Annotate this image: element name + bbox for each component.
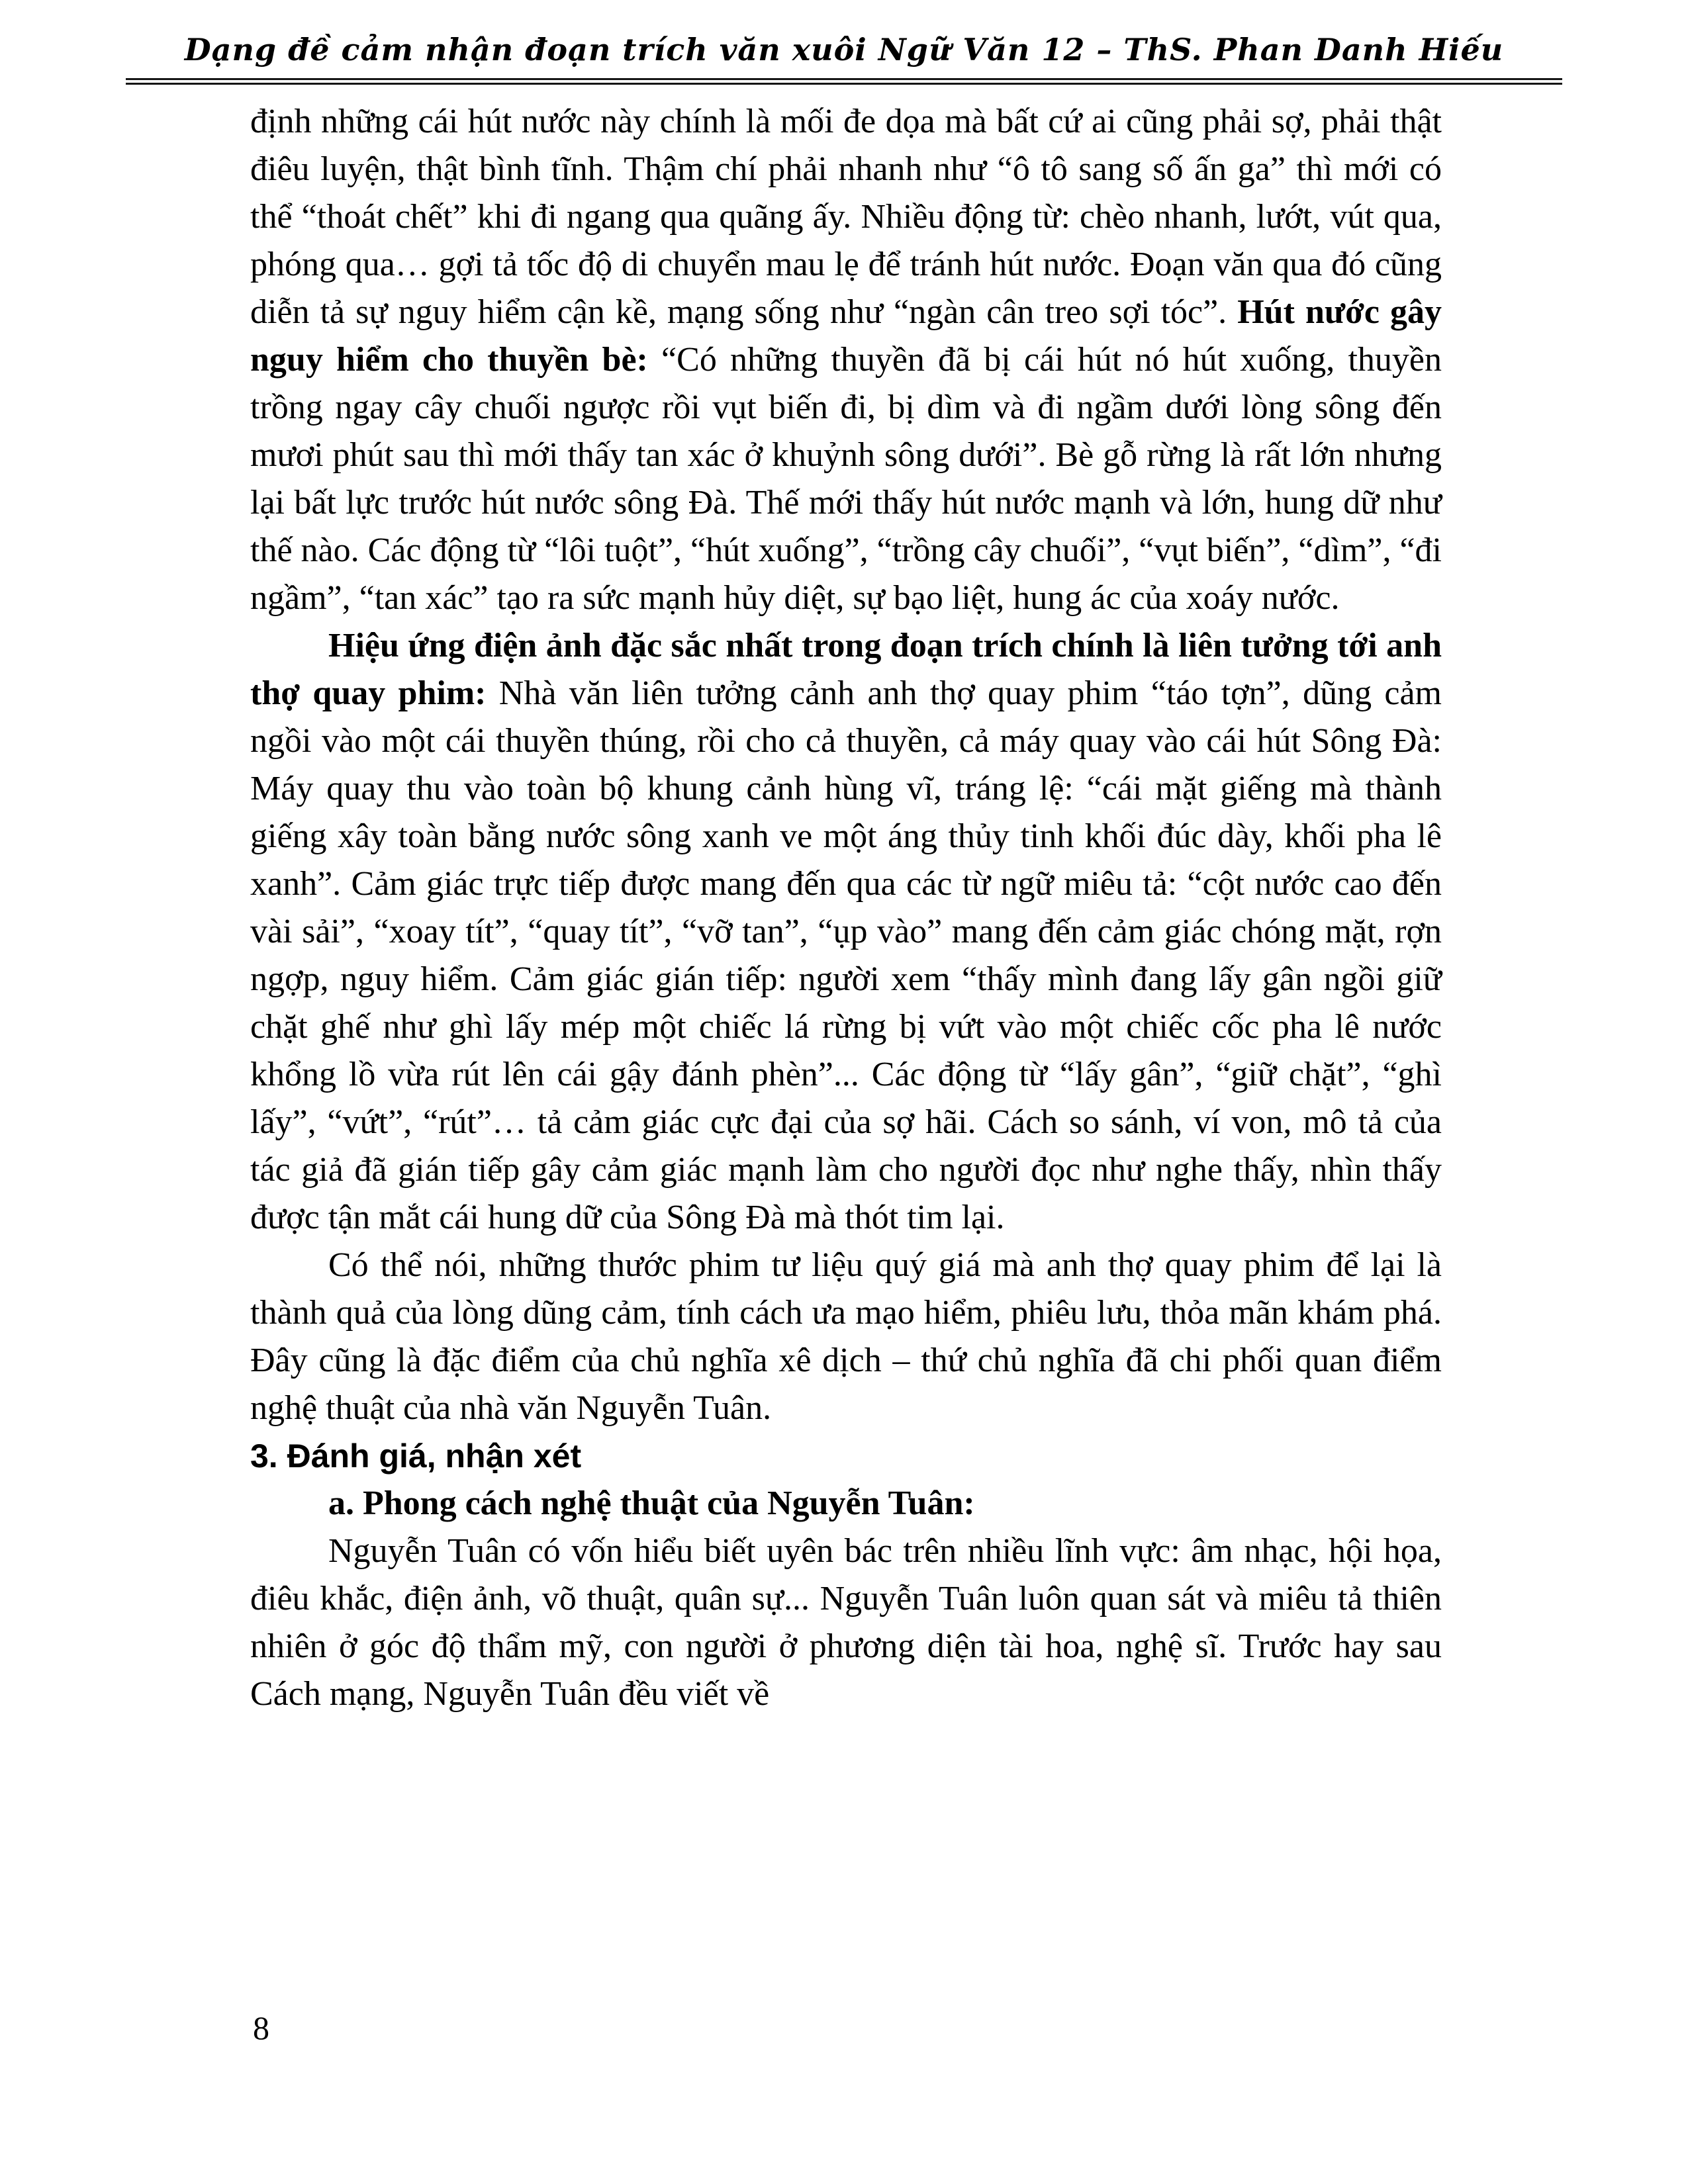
section-heading [250, 1432, 1442, 1480]
bold-text-run: 3. Đánh giá, nhận xét [250, 1437, 582, 1475]
paragraph [250, 1242, 1442, 1432]
bold-text-run: Hiệu ứng điện ảnh đặc sắc nhất trong đoạn trích chính là liên tưởng tới anh thợ quay phim: [250, 627, 1442, 712]
text-run: Nguyễn Tuân có vốn hiểu biết uyên bác trên nhiều lĩnh vực: âm nhạc, hội họa, điêu khắc, điện ảnh, võ thuật, quân sự... Nguyễn Tuân luôn quan sát và miêu tả thiên nhiên ở góc độ thẩm mỹ, con người ở phương diện tài hoa, nghệ sĩ. Trước hay sau Cách mạng, Nguyễn Tuân đều viết về [250, 1532, 1442, 1713]
text-run: “Có những thuyền đã bị cái hút nó hút xuống, thuyền trồng ngay cây chuối ngược rồi vụt biến đi, bị dìm và đi ngầm dưới lòng sông đến mươi phút sau thì mới thấy tan xác ở khuỷnh sông dưới”. Bè gỗ rừng là rất lớn nhưng lại bất lực trước hút nước sông Đà. Thế mới thấy hút nước mạnh và lớn, hung dữ như thế nào. Các động từ “lôi tuột”, “hút xuống”, “trồng cây chuối”, “vụt biến”, “dìm”, “đi ngầm”, “tan xác” tạo ra sức mạnh hủy diệt, sự bạo liệt, hung ác của xoáy nước. [250, 341, 1442, 617]
paragraph [250, 622, 1442, 1242]
bold-text-run: Hút nước gây nguy hiểm cho thuyền bè: [250, 293, 1442, 379]
paragraph [250, 1527, 1442, 1718]
document-body [250, 98, 1442, 1718]
text-run: Nhà văn liên tưởng cảnh anh thợ quay phim “táo tợn”, dũng cảm ngồi vào một cái thuyền thúng, rồi cho cả thuyền, cả máy quay vào cái hút Sông Đà: Máy quay thu vào toàn bộ khung cảnh hùng vĩ, tráng lệ: “cái mặt giếng mà thành giếng xây toàn bằng nước sông xanh ve một áng thủy tinh khối đúc dày, khối pha lê xanh”. Cảm giác trực tiếp được mang đến qua các từ ngữ miêu tả: “cột nước cao đến vài sải”, “xoay tít”, “quay tít”, “vỡ tan”, “ụp vào” mang đến cảm giác chóng mặt, rợn ngợp, nguy hiểm. Cảm giác gián tiếp: người xem “thấy mình đang lấy gân ngồi giữ chặt ghế như ghì lấy mép một chiếc lá rừng bị vứt vào một chiếc cốc pha lê nước khổng lồ vừa rút lên cái gậy đánh phèn”... Các động từ “lấy gân”, “giữ chặt”, “ghì lấy”, “vứt”, “rút”… tả cảm giác cực đại của sợ hãi. Cách so sánh, ví von, mô tả của tác giả đã gián tiếp gây cảm giác mạnh làm cho người đọc như nghe thấy, nhìn thấy được tận mắt cái hung dữ của Sông Đà mà thót tim lại. [250, 674, 1442, 1236]
paragraph [250, 98, 1442, 622]
bold-text-run: a. Phong cách nghệ thuật của Nguyễn Tuân: [328, 1484, 975, 1522]
page-header [126, 32, 1562, 85]
section-heading [250, 1480, 1442, 1527]
header-title: Dạng đề cảm nhận đoạn trích văn xuôi Ngữ Văn 12 – ThS. Phan Danh Hiếu [184, 32, 1504, 68]
text-run: Có thể nói, những thước phim tư liệu quý giá mà anh thợ quay phim để lại là thành quả của lòng dũng cảm, tính cách ưa mạo hiểm, phiêu lưu, thỏa mãn khám phá. Đây cũng là đặc điểm của chủ nghĩa xê dịch – thứ chủ nghĩa đã chi phối quan điểm nghệ thuật của nhà văn Nguyễn Tuân. [250, 1246, 1442, 1427]
text-run: định những cái hút nước này chính là mối đe dọa mà bất cứ ai cũng phải sợ, phải thật điêu luyện, thật bình tĩnh. Thậm chí phải nhanh như “ô tô sang số ấn ga” thì mới có thể “thoát chết” khi đi ngang qua quãng ấy. Nhiều động từ: chèo nhanh, lướt, vút qua, phóng qua… gợi tả tốc độ di chuyển mau lẹ để tránh hút nước. Đoạn văn qua đó cũng diễn tả sự nguy hiểm cận kề, mạng sống như “ngàn cân treo sợi tóc”. [250, 103, 1442, 331]
page-number: 8 [253, 2009, 269, 2046]
